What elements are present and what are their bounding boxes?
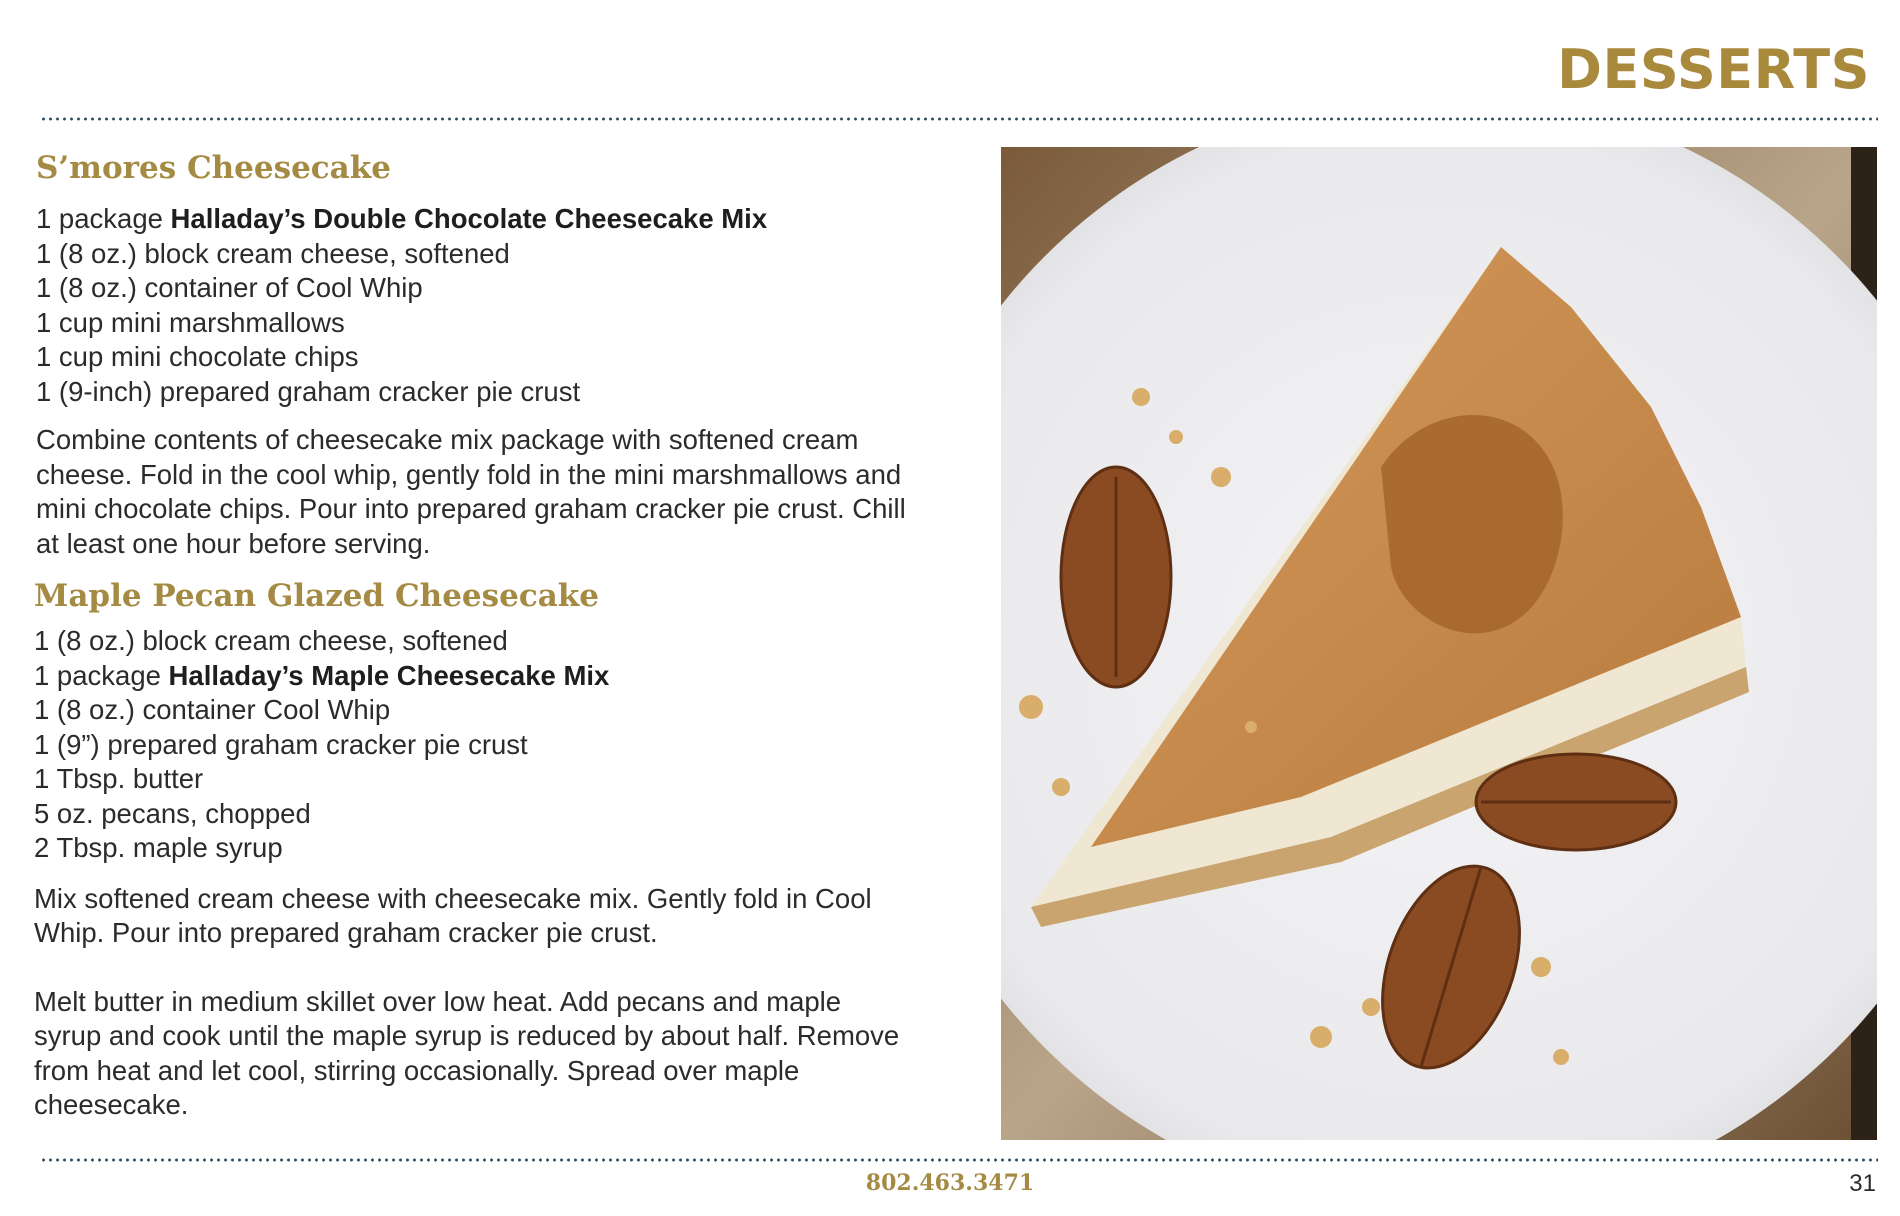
section-title: DESSERTS — [1557, 38, 1870, 101]
page-number: 31 — [1849, 1170, 1876, 1197]
directions-paragraph: Combine contents of cheesecake mix package with softened cream cheese. Fold in the cool whip, gently fold in the mini marshmallows and mini chocolate chips. Pour into prepared graham cracker pie crust. Chill at least one hour before serving. — [36, 424, 906, 559]
ingredient-item: 1 (9”) prepared graham cracker pie crust — [34, 728, 528, 760]
ingredient-item: 1 (8 oz.) container Cool Whip — [34, 694, 391, 725]
product-name: Halladay’s Maple Cheesecake Mix — [168, 659, 610, 691]
ingredient-item: 1 package Halladay’s Double Chocolate Cheesecake Mix — [36, 203, 768, 234]
ingredient-item: 1 cup mini marshmallows — [36, 306, 345, 338]
product-name: Halladay’s Double Chocolate Cheesecake Mix — [170, 203, 768, 234]
directions-paragraph: Melt butter in medium skillet over low heat. Add pecans and maple syrup and cook until the maple syrup is reduced by about half. Remove from heat and let cool, stirring occasionally. Spread over maple cheesecake. — [34, 985, 900, 1120]
directions-paragraph: Mix softened cream cheese with cheesecake mix. Gently fold in Cool Whip. Pour into prepared graham cracker pie crust. — [34, 882, 872, 948]
recipe-maple-pecan — [34, 578, 914, 1123]
cheesecake-photo — [1001, 147, 1877, 1140]
phone-number: 802.463.3471 — [865, 1170, 1035, 1196]
recipe-title: Maple Pecan Glazed Cheesecake — [34, 578, 599, 614]
recipe-smores — [36, 150, 916, 561]
ingredient-item: 1 (8 oz.) block cream cheese, softened — [34, 625, 508, 656]
bottom-dotted-divider — [40, 1158, 1878, 1162]
ingredient-item: 1 Tbsp. butter — [34, 763, 204, 794]
recipe-title: S’mores Cheesecake — [36, 150, 391, 186]
ingredient-item: 1 (8 oz.) block cream cheese, softened — [36, 237, 510, 269]
ingredient-item: 1 (8 oz.) container of Cool Whip — [36, 272, 423, 303]
ingredient-item: 2 Tbsp. maple syrup — [34, 832, 283, 863]
ingredient-item: 5 oz. pecans, chopped — [34, 797, 311, 829]
ingredient-item: 1 (9-inch) prepared graham cracker pie crust — [36, 375, 581, 407]
top-dotted-divider — [40, 117, 1878, 121]
ingredient-list — [36, 202, 916, 409]
ingredient-item: 1 cup mini chocolate chips — [36, 341, 359, 372]
ingredient-list — [34, 624, 914, 866]
ingredient-item: 1 package Halladay’s Maple Cheesecake Mix — [34, 659, 610, 691]
